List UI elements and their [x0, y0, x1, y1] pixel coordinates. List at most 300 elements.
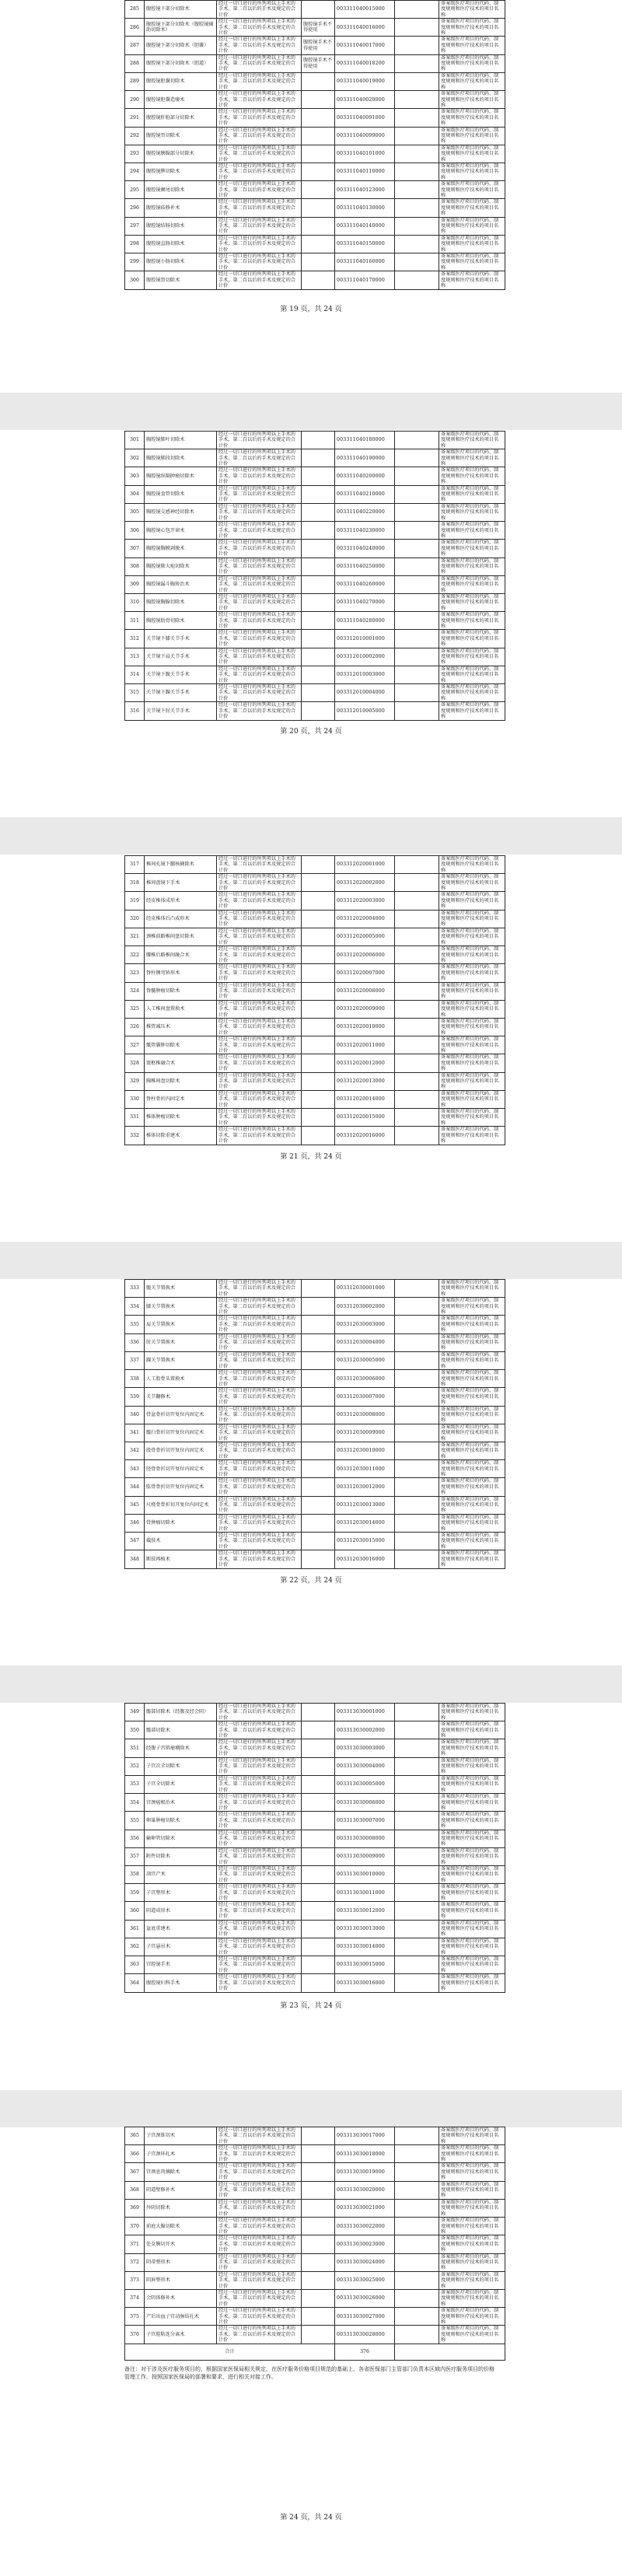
table-row: [125, 1018, 505, 1036]
item-code: 003311040180000: [335, 432, 395, 449]
item-code: 003312020016000: [335, 1127, 395, 1145]
row-number: 324: [125, 982, 145, 1000]
item-remark: [395, 1514, 439, 1532]
item-name: 腹腔镜结肠切除术: [145, 217, 217, 235]
row-number: 314: [125, 666, 145, 683]
item-remark: [395, 2181, 439, 2199]
table-row: [125, 1388, 505, 1406]
item-note: 备案级医疗项目的代码、制度规则和医疗技术的项目名称: [439, 1721, 505, 1739]
item-remark: [395, 946, 439, 964]
item-content: 经过一切口进行的所列项以上手术的手术，第二百以后的手术及规定的合计价: [217, 1721, 302, 1739]
item-name: 髋部切除术: [145, 1721, 217, 1739]
table-row: [125, 449, 505, 467]
item-name: 前庭大腺切除术: [145, 2218, 217, 2235]
row-number: 295: [125, 181, 145, 199]
item-code: 003313030013000: [335, 1920, 395, 1938]
item-code: 003313030024000: [335, 2253, 395, 2271]
item-name: 寰枢椎融合术: [145, 1054, 217, 1072]
item-code: 003313030011000: [335, 1884, 395, 1902]
row-number: 326: [125, 1018, 145, 1036]
table-row: [125, 666, 505, 683]
item-note: 备案级医疗项目的代码、制度规则和医疗技术的项目名称: [439, 892, 505, 910]
item-remark: [395, 109, 439, 127]
item-note: 备案级医疗项目的代码、制度规则和医疗技术的项目名称: [439, 145, 505, 163]
item-content: 经过一切口进行的所列项以上手术的手术，第二百以后的手术及规定的合计价: [217, 1956, 302, 1974]
item-note: 备案级医疗项目的代码、制度规则和医疗技术的项目名称: [439, 1388, 505, 1406]
item-content: 经过一切口进行的所列项以上手术的手术，第二百以后的手术及规定的合计价: [217, 235, 302, 253]
item-note: 备案级医疗项目的代码、制度规则和医疗技术的项目名称: [439, 1902, 505, 1920]
item-code: 003312030012000: [335, 1478, 395, 1496]
item-note: 备案级医疗项目的代码、制度规则和医疗技术的项目名称: [439, 2308, 505, 2326]
item-remark: [395, 1865, 439, 1883]
item-name: 肩关节置换术: [145, 1316, 217, 1333]
item-remark: [395, 1974, 439, 1992]
table-row: [125, 1550, 505, 1568]
table-row: [125, 557, 505, 575]
item-content: 经过一切口进行的所列项以上手术的手术，第二百以后的手术及规定的合计价: [217, 1, 302, 19]
item-code: 003311040091000: [335, 109, 395, 127]
item-table: [124, 855, 505, 1145]
item-note: 备案级医疗项目的代码、制度规则和医疗技术的项目名称: [439, 1018, 505, 1036]
item-exclusion: [302, 503, 335, 521]
item-name: 截肢术: [145, 1533, 217, 1550]
item-note: 备案级医疗项目的代码、制度规则和医疗技术的项目名称: [439, 163, 505, 180]
item-note: 备案级医疗项目的代码、制度规则和医疗技术的项目名称: [439, 1, 505, 19]
item-name: 尺桡骨骨折切开复位内固定术: [145, 1496, 217, 1514]
item-remark: [395, 2289, 439, 2307]
item-code: 003311040170000: [335, 271, 395, 289]
item-note: 备案级医疗项目的代码、制度规则和医疗技术的项目名称: [439, 1704, 505, 1721]
item-content: 经过一切口进行的所列项以上手术的手术，第二百以后的手术及规定的合计价: [217, 1406, 302, 1424]
item-exclusion: [302, 1775, 335, 1793]
item-remark: [395, 702, 439, 720]
item-remark: [395, 1351, 439, 1369]
item-code: 003311040020000: [335, 91, 395, 109]
row-number: 342: [125, 1442, 145, 1459]
item-code: 003311040110000: [335, 163, 395, 180]
item-name: 腹腔镜肝脏部分切除术: [145, 109, 217, 127]
item-note: 备案级医疗项目的代码、制度规则和医疗技术的项目名称: [439, 1109, 505, 1127]
item-note: 备案级医疗项目的代码、制度规则和医疗技术的项目名称: [439, 522, 505, 540]
item-content: 经过一切口进行的所列项以上手术的手术，第二百以后的手术及规定的合计价: [217, 2235, 302, 2253]
table-row: [125, 612, 505, 630]
item-note: 备案级医疗项目的代码、制度规则和医疗技术的项目名称: [439, 235, 505, 253]
item-code: 003312030015000: [335, 1533, 395, 1550]
row-number: 341: [125, 1424, 145, 1442]
item-name: 胸腔镜心包开窗术: [145, 522, 217, 540]
item-code: 003312030005000: [335, 1351, 395, 1369]
item-note: 备案级医疗项目的代码、制度规则和医疗技术的项目名称: [439, 109, 505, 127]
item-exclusion: [302, 2181, 335, 2199]
table-row: [125, 964, 505, 982]
item-note: 备案级医疗项目的代码、制度规则和医疗技术的项目名称: [439, 856, 505, 874]
item-remark: [395, 1, 439, 19]
item-code: 003312030007000: [335, 1388, 395, 1406]
row-number: 373: [125, 2271, 145, 2289]
row-number: 345: [125, 1496, 145, 1514]
item-name: 椎体肿瘤切除术: [145, 1109, 217, 1127]
item-content: 经过一切口进行的所列项以上手术的手术，第二百以后的手术及规定的合计价: [217, 1109, 302, 1127]
item-remark: [395, 199, 439, 217]
table-row: [125, 1884, 505, 1902]
table-row: [125, 503, 505, 521]
item-exclusion: [302, 1884, 335, 1902]
item-exclusion: [302, 856, 335, 874]
item-name: 颈椎前路椎间盘切除术: [145, 928, 217, 945]
item-note: 备案级医疗项目的代码、制度规则和医疗技术的项目名称: [439, 910, 505, 928]
page-gap: [0, 1242, 622, 1279]
item-table: [124, 1279, 505, 1569]
row-number: 327: [125, 1036, 145, 1054]
page-note: 备注：对于涉及医疗服务项目的，根据国家医保局相关规定，在医疗服务价格项目规范的基础上，各省医保部门主管部门负责本区域内医疗服务项目的价格管理工作，按照国家医保局的部署和要求，进行相关对接工作。: [124, 2366, 494, 2380]
row-number: 328: [125, 1054, 145, 1072]
item-name: 子宫次全切除术: [145, 1757, 217, 1775]
table-row: [125, 702, 505, 720]
item-remark: [395, 964, 439, 982]
page-footer: 第 20 页，共 24 页: [280, 728, 342, 736]
item-exclusion: [302, 684, 335, 702]
item-exclusion: [302, 127, 335, 145]
item-note: 备案级医疗项目的代码、制度规则和医疗技术的项目名称: [439, 946, 505, 964]
item-code: 003311040016000: [335, 19, 395, 37]
item-content: 经过一切口进行的所列项以上手术的手术，第二百以后的手术及规定的合计价: [217, 522, 302, 540]
table-row: [125, 892, 505, 910]
item-name: 剖宫产术: [145, 1865, 217, 1883]
item-note: 备案级医疗项目的代码、制度规则和医疗技术的项目名称: [439, 432, 505, 449]
item-remark: [395, 612, 439, 630]
item-exclusion: [302, 1920, 335, 1938]
item-remark: [395, 684, 439, 702]
item-name: 腹腔镜疝修补术: [145, 199, 217, 217]
row-number: 310: [125, 593, 145, 611]
row-number: 346: [125, 1514, 145, 1532]
item-name: 肱骨骨折切开复位内固定术: [145, 1478, 217, 1496]
item-content: 经过一切口进行的所列项以上手术的手术，第二百以后的手术及规定的合计价: [217, 485, 302, 503]
row-number: 304: [125, 485, 145, 503]
page-footer: 第 19 页，共 24 页: [280, 306, 342, 313]
item-exclusion: [302, 1739, 335, 1757]
item-code: 003311040101000: [335, 145, 395, 163]
item-code: 003312010001000: [335, 630, 395, 648]
item-content: 经过一切口进行的所列项以上手术的手术，第二百以后的手术及规定的合计价: [217, 1351, 302, 1369]
row-number: 321: [125, 928, 145, 945]
item-code: 003312020013000: [335, 1072, 395, 1090]
row-number: 303: [125, 467, 145, 485]
item-code: 003313030016000: [335, 1974, 395, 1992]
item-content: 经过一切口进行的所列项以上手术的手术，第二百以后的手术及规定的合计价: [217, 217, 302, 235]
table-row: [125, 1496, 505, 1514]
table-row: [125, 1902, 505, 1920]
item-remark: [395, 593, 439, 611]
table-row: [125, 1533, 505, 1550]
table-row: [125, 1812, 505, 1830]
table-row: [125, 1054, 505, 1072]
item-note: 备案级医疗项目的代码、制度规则和医疗技术的项目名称: [439, 1351, 505, 1369]
item-code: 003313030022000: [335, 2218, 395, 2235]
item-content: 经过一切口进行的所列项以上手术的手术，第二百以后的手术及规定的合计价: [217, 1902, 302, 1920]
table-row: [125, 109, 505, 127]
item-exclusion: [302, 1054, 335, 1072]
item-exclusion: [302, 1406, 335, 1424]
item-code: 003313030020000: [335, 2181, 395, 2199]
table-row: [125, 1514, 505, 1532]
item-exclusion: [302, 1442, 335, 1459]
item-exclusion: [302, 2235, 335, 2253]
row-number: 325: [125, 1000, 145, 1018]
table-row: [125, 1442, 505, 1459]
item-note: 备案级医疗项目的代码、制度规则和医疗技术的项目名称: [439, 1794, 505, 1812]
item-name: 外阴切除术: [145, 2199, 217, 2217]
item-name: 子宫全切除术: [145, 1775, 217, 1793]
item-exclusion: [302, 575, 335, 593]
item-exclusion: [302, 928, 335, 945]
table-row: [125, 1000, 505, 1018]
item-exclusion: [302, 253, 335, 271]
item-remark: [395, 2326, 439, 2344]
item-content: 经过一切口进行的所列项以上手术的手术，第二百以后的手术及规定的合计价: [217, 1018, 302, 1036]
row-number: 374: [125, 2289, 145, 2307]
row-number: 335: [125, 1316, 145, 1333]
item-code: 003312020002000: [335, 874, 395, 892]
item-remark: [395, 2145, 439, 2163]
item-remark: [395, 1478, 439, 1496]
row-number: 332: [125, 1127, 145, 1145]
item-note: 备案级医疗项目的代码、制度规则和医疗技术的项目名称: [439, 72, 505, 90]
item-code: 003311040150000: [335, 235, 395, 253]
item-code: 003312030006000: [335, 1370, 395, 1388]
item-note: 备案级医疗项目的代码、制度规则和医疗技术的项目名称: [439, 1036, 505, 1054]
item-remark: [395, 856, 439, 874]
item-exclusion: [302, 235, 335, 253]
item-content: 经过一切口进行的所列项以上手术的手术，第二百以后的手术及规定的合计价: [217, 1036, 302, 1054]
table-row: [125, 1109, 505, 1127]
item-remark: [395, 163, 439, 180]
page-gap: [0, 817, 622, 855]
table-row: [125, 54, 505, 72]
row-number: 331: [125, 1109, 145, 1127]
item-content: 经过一切口进行的所列项以上手术的手术，第二百以后的手术及规定的合计价: [217, 575, 302, 593]
item-content: 经过一切口进行的所列项以上手术的手术，第二百以后的手术及规定的合计价: [217, 557, 302, 575]
table-row: [125, 2289, 505, 2307]
item-note: 备案级医疗项目的代码、制度规则和医疗技术的项目名称: [439, 253, 505, 271]
item-remark: [395, 485, 439, 503]
item-name: 腹腔镜直肠切除术: [145, 235, 217, 253]
item-exclusion: [302, 145, 335, 163]
item-note: 备案级医疗项目的代码、制度规则和医疗技术的项目名称: [439, 2235, 505, 2253]
item-note: 备案级医疗项目的代码、制度规则和医疗技术的项目名称: [439, 1298, 505, 1316]
item-code: 003312010005000: [335, 702, 395, 720]
item-remark: [395, 181, 439, 199]
item-name: 股骨骨折切开复位内固定术: [145, 1442, 217, 1459]
item-exclusion: [302, 163, 335, 180]
table-row: [125, 1333, 505, 1351]
item-code: 003311040160000: [335, 253, 395, 271]
item-code: 003311040017000: [335, 37, 395, 54]
table-row: [125, 2235, 505, 2253]
item-content: 经过一切口进行的所列项以上手术的手术，第二百以后的手术及规定的合计价: [217, 1127, 302, 1145]
item-exclusion: [302, 1847, 335, 1865]
row-number: 336: [125, 1333, 145, 1351]
item-exclusion: [302, 1830, 335, 1847]
item-exclusion: [302, 2289, 335, 2307]
item-name: 椎间孔镜下髓核摘除术: [145, 856, 217, 874]
item-exclusion: [302, 2308, 335, 2326]
item-remark: [395, 1406, 439, 1424]
table-row: [125, 91, 505, 109]
item-exclusion: 腹腔镜手术不得使用: [302, 19, 335, 37]
table-row: [125, 1865, 505, 1883]
item-note: 备案级医疗项目的代码、制度规则和医疗技术的项目名称: [439, 19, 505, 37]
row-number: 368: [125, 2181, 145, 2199]
row-number: 285: [125, 1, 145, 19]
row-number: 322: [125, 946, 145, 964]
item-name: 腹腔镜胃切除术: [145, 127, 217, 145]
item-content: 经过一切口进行的所列项以上手术的手术，第二百以后的手术及规定的合计价: [217, 1496, 302, 1514]
item-code: 003313030001000: [335, 1704, 395, 1721]
item-note: 备案级医疗项目的代码、制度规则和医疗技术的项目名称: [439, 648, 505, 666]
item-note: 备案级医疗项目的代码、制度规则和医疗技术的项目名称: [439, 1514, 505, 1532]
item-code: 003312030003000: [335, 1316, 395, 1333]
item-code: 003313030012000: [335, 1902, 395, 1920]
item-name: 经腹子宫肌瘤剔除术: [145, 1739, 217, 1757]
item-name: 子宫悬吊术: [145, 1938, 217, 1956]
item-remark: [395, 910, 439, 928]
table-row: [125, 630, 505, 648]
row-number: 309: [125, 575, 145, 593]
item-content: 经过一切口进行的所列项以上手术的手术，第二百以后的手术及规定的合计价: [217, 1739, 302, 1757]
row-number: 291: [125, 109, 145, 127]
item-code: 003313030028000: [335, 2326, 395, 2344]
item-content: 经过一切口进行的所列项以上手术的手术，第二百以后的手术及规定的合计价: [217, 2181, 302, 2199]
table-row: [125, 467, 505, 485]
item-name: 椎管减压术: [145, 1018, 217, 1036]
table-row: [125, 1036, 505, 1054]
item-note: 备案级医疗项目的代码、制度规则和医疗技术的项目名称: [439, 1424, 505, 1442]
item-exclusion: [302, 1514, 335, 1532]
item-code: 003313030015000: [335, 1956, 395, 1974]
row-number: 347: [125, 1533, 145, 1550]
row-number: 299: [125, 253, 145, 271]
item-content: 经过一切口进行的所列项以上手术的手术，第二百以后的手术及规定的合计价: [217, 109, 302, 127]
item-name: 人工股骨头置换术: [145, 1370, 217, 1388]
table-row: [125, 1090, 505, 1108]
item-content: 经过一切口进行的所列项以上手术的手术，第二百以后的手术及规定的合计价: [217, 593, 302, 611]
item-exclusion: 腹腔镜手术不得使用: [302, 54, 335, 72]
item-code: 003313030010000: [335, 1865, 395, 1883]
item-exclusion: [302, 557, 335, 575]
item-code: 003312010003000: [335, 666, 395, 683]
item-code: 003313030026000: [335, 2289, 395, 2307]
item-remark: [395, 1000, 439, 1018]
item-content: 经过一切口进行的所列项以上手术的手术，第二百以后的手术及规定的合计价: [217, 1298, 302, 1316]
item-name: 椎体切除重建术: [145, 1127, 217, 1145]
item-code: 003313030003000: [335, 1739, 395, 1757]
item-content: 经过一切口进行的所列项以上手术的手术，第二百以后的手术及规定的合计价: [217, 1514, 302, 1532]
item-name: 阴道成形术: [145, 1902, 217, 1920]
item-name: 关节翻修术: [145, 1388, 217, 1406]
item-name: 脊柱侧弯矫形术: [145, 964, 217, 982]
item-note: 备案级医疗项目的代码、制度规则和医疗技术的项目名称: [439, 2181, 505, 2199]
item-remark: [395, 1812, 439, 1830]
item-remark: [395, 648, 439, 666]
item-code: 003313030007000: [335, 1812, 395, 1830]
table-row: [125, 1280, 505, 1298]
item-remark: [395, 1884, 439, 1902]
item-name: 腹腔镜胆囊造瘘术: [145, 91, 217, 109]
item-name: 髋臼骨折切开复位内固定术: [145, 1424, 217, 1442]
row-number: 366: [125, 2145, 145, 2163]
item-name: 卵巢肿瘤切除术: [145, 1812, 217, 1830]
table-row: [125, 1704, 505, 1721]
item-content: 经过一切口进行的所列项以上手术的手术，第二百以后的手术及规定的合计价: [217, 1938, 302, 1956]
item-remark: [395, 1333, 439, 1351]
table-row: [125, 1920, 505, 1938]
item-code: 003312020009000: [335, 1000, 395, 1018]
item-content: 经过一切口进行的所列项以上手术的手术，第二百以后的手术及规定的合计价: [217, 1333, 302, 1351]
item-content: 经过一切口进行的所列项以上手术的手术，第二百以后的手术及规定的合计价: [217, 2308, 302, 2326]
item-note: 备案级医疗项目的代码、制度规则和医疗技术的项目名称: [439, 37, 505, 54]
item-exclusion: [302, 1496, 335, 1514]
item-remark: [395, 1036, 439, 1054]
item-note: 备案级医疗项目的代码、制度规则和医疗技术的项目名称: [439, 557, 505, 575]
item-code: 003313030009000: [335, 1847, 395, 1865]
item-code: 003313030027000: [335, 2308, 395, 2326]
item-exclusion: [302, 1000, 335, 1018]
row-number: 312: [125, 630, 145, 648]
item-code: 003311040220000: [335, 503, 395, 521]
item-note: 备案级医疗项目的代码、制度规则和医疗技术的项目名称: [439, 1496, 505, 1514]
row-number: 363: [125, 1956, 145, 1974]
item-content: 经过一切口进行的所列项以上手术的手术，第二百以后的手术及规定的合计价: [217, 1316, 302, 1333]
item-content: 经过一切口进行的所列项以上手术的手术，第二百以后的手术及规定的合计价: [217, 54, 302, 72]
item-content: 经过一切口进行的所列项以上手术的手术，第二百以后的手术及规定的合计价: [217, 503, 302, 521]
item-note: 备案级医疗项目的代码、制度规则和医疗技术的项目名称: [439, 666, 505, 683]
item-code: 003311040230000: [335, 522, 395, 540]
item-exclusion: [302, 1974, 335, 1992]
item-note: 备案级医疗项目的代码、制度规则和医疗技术的项目名称: [439, 1333, 505, 1351]
row-number: 287: [125, 37, 145, 54]
item-exclusion: [302, 1090, 335, 1108]
item-exclusion: [302, 181, 335, 199]
item-code: 003313030002000: [335, 1721, 395, 1739]
item-name: 胸腔镜漏斗胸矫治术: [145, 575, 217, 593]
item-code: 003312030001000: [335, 1280, 395, 1298]
item-exclusion: [302, 2271, 335, 2289]
item-table: [124, 1703, 505, 1993]
table-row: [125, 2181, 505, 2199]
row-number: 362: [125, 1938, 145, 1956]
item-name: 腹腔镜小肠切除术: [145, 253, 217, 271]
item-exclusion: [302, 666, 335, 683]
item-content: 经过一切口进行的所列项以上手术的手术，第二百以后的手术及规定的合计价: [217, 1370, 302, 1388]
table-row: [125, 593, 505, 611]
item-code: 003312020006000: [335, 946, 395, 964]
item-name: 宫腔镜手术: [145, 1956, 217, 1974]
table-row: [125, 684, 505, 702]
item-code: 003311040019000: [335, 72, 395, 90]
item-remark: [395, 271, 439, 289]
item-exclusion: [302, 2218, 335, 2235]
item-code: 003311040018200: [335, 54, 395, 72]
item-exclusion: [302, 432, 335, 449]
item-content: 经过一切口进行的所列项以上手术的手术，第二百以后的手术及规定的合计价: [217, 1388, 302, 1406]
item-note: 备案级医疗项目的代码、制度规则和医疗技术的项目名称: [439, 1920, 505, 1938]
item-content: 经过一切口进行的所列项以上手术的手术，第二百以后的手术及规定的合计价: [217, 648, 302, 666]
item-exclusion: [302, 1298, 335, 1316]
item-code: 003311040200000: [335, 467, 395, 485]
item-content: 经过一切口进行的所列项以上手术的手术，第二百以后的手术及规定的合计价: [217, 1533, 302, 1550]
item-remark: [395, 432, 439, 449]
